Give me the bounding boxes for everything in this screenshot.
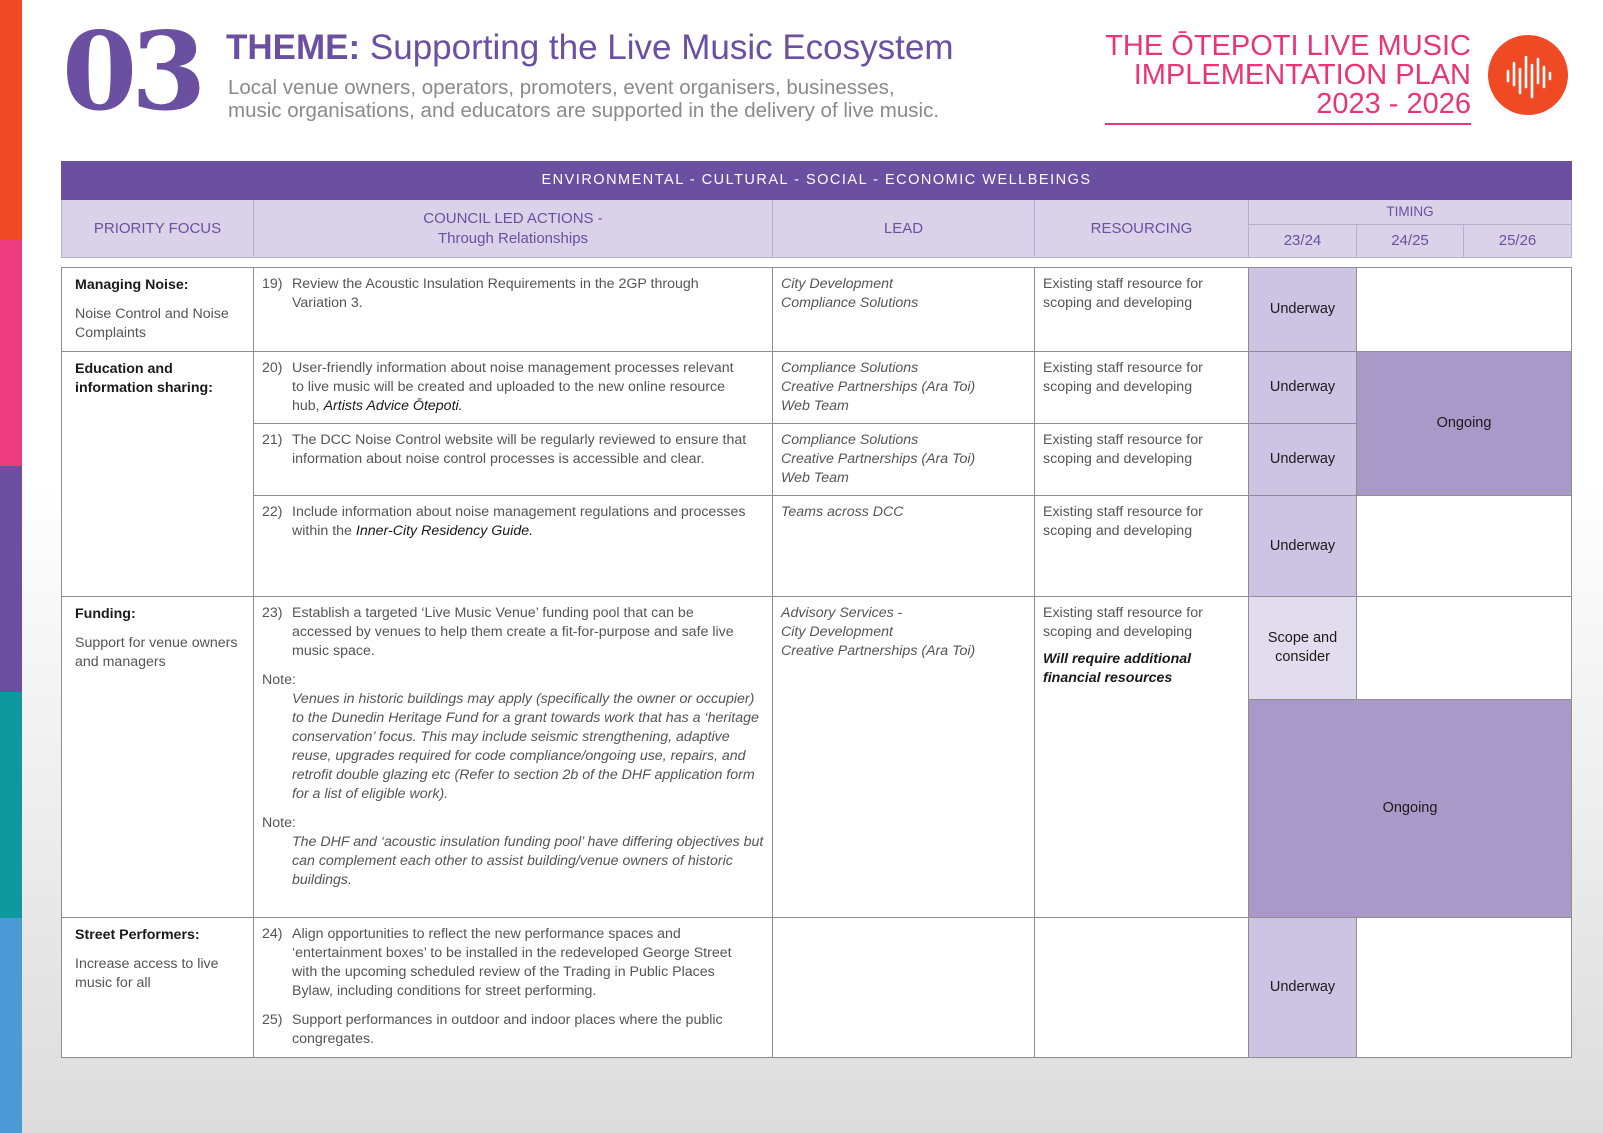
action-text: Review the Acoustic Insulation Requirements in the 2GP through Variation 3. xyxy=(292,276,699,311)
lead-line: Advisory Services - xyxy=(781,605,903,621)
lead-21 xyxy=(773,424,1035,496)
resourcing-21: Existing staff resource for scoping and developing xyxy=(1035,424,1249,496)
action-22 xyxy=(254,496,773,597)
edge-stripe-teal xyxy=(0,692,22,918)
lead-line: Creative Partnerships (Ara Toi) xyxy=(781,379,976,395)
table-row xyxy=(62,424,1572,496)
priority-desc: Noise Control and Noise Complaints xyxy=(75,306,229,341)
lead-24-25 xyxy=(773,918,1035,1058)
resourcing-23 xyxy=(1035,597,1249,918)
action-number: 24) xyxy=(262,926,283,942)
lead-line: Creative Partnerships (Ara Toi) xyxy=(781,451,976,467)
timing-19-empty xyxy=(1357,268,1572,352)
col-resourcing: RESOURCING xyxy=(1035,200,1249,258)
lead-line: Creative Partnerships (Ara Toi) xyxy=(781,643,976,659)
action-text-italic: Artists Advice Ōtepoti. xyxy=(323,398,463,414)
lead-20 xyxy=(773,352,1035,424)
timing-21-underway: Underway xyxy=(1249,424,1357,496)
action-text xyxy=(292,503,747,541)
lead-line: City Development xyxy=(781,276,893,292)
note-text: Venues in historic buildings may apply (specifically the owner or occupier) to the Dunedin Heritage Fund for a grant towards work that has a ‘heritage conservation’ focus. This may include seismic strengthening, adaptive reuse, upgrades required for code compliance/ongoing use, repairs, and retrofit double glazing etc (Refer to section 2b of the DHF application form for a list of eligible work). xyxy=(292,691,759,802)
action-number: 23) xyxy=(262,605,283,621)
timing-22-underway: Underway xyxy=(1249,496,1357,597)
col-lead: LEAD xyxy=(773,200,1035,258)
action-text-italic: Inner-City Residency Guide. xyxy=(355,523,534,539)
plan-title-line-3: 2023 - 2026 xyxy=(1316,88,1471,120)
plan-title-line-2: IMPLEMENTATION PLAN xyxy=(1133,59,1471,91)
table-row xyxy=(62,597,1572,700)
action-text-main: User-friendly information about noise management processes relevant to live music will be created and uploaded to the new online resource hub, xyxy=(292,360,734,414)
edge-stripe-pink xyxy=(0,240,22,466)
table-row xyxy=(62,496,1572,597)
timing-20-underway: Underway xyxy=(1249,352,1357,424)
wellbeings-band: ENVIRONMENTAL - CULTURAL - SOCIAL - ECONOMIC WELLBEINGS xyxy=(62,162,1572,200)
col-council-actions xyxy=(254,200,773,258)
timing-24-25-empty xyxy=(1357,918,1572,1058)
section-number: 03 xyxy=(62,9,201,135)
theme-subtitle xyxy=(228,76,1018,122)
theme-heading xyxy=(226,28,954,68)
priority-desc: Support for venue owners and managers xyxy=(75,635,238,670)
lead-23 xyxy=(773,597,1035,918)
note-label: Note: xyxy=(262,672,296,688)
resourcing-22: Existing staff resource for scoping and developing xyxy=(1035,496,1249,597)
edge-stripe-purple xyxy=(0,466,22,692)
resourcing-24-25 xyxy=(1035,918,1249,1058)
timing-22-empty xyxy=(1357,496,1572,597)
action-text: Align opportunities to reflect the new performance spaces and ‘entertainment boxes’ to be installed in the redeveloped George Street with the upcoming scheduled review of the Trading in Public Places Bylaw, including conditions for street performing. xyxy=(292,926,732,999)
priority-managing-noise xyxy=(62,268,254,352)
table-row xyxy=(62,352,1572,424)
timing-24-25-underway: Underway xyxy=(1249,918,1357,1058)
col-actions-line-2: Through Relationships xyxy=(437,229,589,247)
action-number: 21) xyxy=(262,432,283,448)
resourcing-20: Existing staff resource for scoping and developing xyxy=(1035,352,1249,424)
plan-title xyxy=(1105,32,1471,125)
timing-23-ongoing: Ongoing xyxy=(1249,700,1572,918)
soundwave-icon xyxy=(1488,35,1568,115)
action-text-main: Include information about noise management regulations and processes within the xyxy=(292,504,746,539)
action-number: 22) xyxy=(262,504,283,520)
edge-stripe-blue xyxy=(0,918,22,1133)
resourcing-19: Existing staff resource for scoping and developing xyxy=(1035,268,1249,352)
theme-title: Supporting the Live Music Ecosystem xyxy=(369,28,954,67)
col-actions-line-1: COUNCIL LED ACTIONS - xyxy=(423,209,603,227)
action-23 xyxy=(254,597,773,918)
action-20 xyxy=(254,352,773,424)
table-row xyxy=(62,918,1572,1058)
implementation-table xyxy=(61,161,1572,1058)
resourcing-extra: Will require additional financial resources xyxy=(1043,651,1192,686)
col-year-25-26: 25/26 xyxy=(1464,225,1572,258)
lead-line: Compliance Solutions xyxy=(781,360,919,376)
timing-23-scope: Scope and consider xyxy=(1249,597,1357,700)
action-text: The DCC Noise Control website will be regularly reviewed to ensure that information about noise control processes is accessible and clear. xyxy=(292,432,747,467)
priority-desc: Increase access to live music for all xyxy=(75,956,219,991)
lead-line: Web Team xyxy=(781,398,849,414)
lead-22: Teams across DCC xyxy=(773,496,1035,597)
action-19 xyxy=(254,268,773,352)
note-text: The DHF and ‘acoustic insulation funding pool’ have differing objectives but can complement each other to assist building/venue owners of historic buildings. xyxy=(292,834,764,888)
action-24-25 xyxy=(254,918,773,1058)
priority-education xyxy=(62,352,254,597)
col-year-23-24: 23/24 xyxy=(1249,225,1357,258)
priority-title: Street Performers: xyxy=(75,927,200,943)
timing-19-underway: Underway xyxy=(1249,268,1357,352)
col-timing: TIMING xyxy=(1249,200,1572,225)
action-text: Establish a targeted ‘Live Music Venue’ funding pool that can be accessed by venues to help them create a fit-for-purpose and safe live music space. xyxy=(292,605,734,659)
plan-title-line-1: THE ŌTEPOTI LIVE MUSIC xyxy=(1105,30,1471,62)
priority-title: Managing Noise: xyxy=(75,277,189,293)
lead-line: Compliance Solutions xyxy=(781,295,919,311)
col-year-24-25: 24/25 xyxy=(1357,225,1464,258)
edge-stripe-orange xyxy=(0,0,22,240)
note-label: Note: xyxy=(262,815,296,831)
action-21 xyxy=(254,424,773,496)
action-text: Support performances in outdoor and indoor places where the public congregates. xyxy=(292,1012,723,1047)
col-priority-focus: PRIORITY FOCUS xyxy=(62,200,254,258)
resourcing-text: Existing staff resource for scoping and developing xyxy=(1043,605,1203,640)
action-number: 19) xyxy=(262,276,283,292)
table-row xyxy=(62,268,1572,352)
priority-title: Funding: xyxy=(75,606,136,622)
theme-label: THEME: xyxy=(226,28,361,67)
lead-line: City Development xyxy=(781,624,893,640)
action-number: 25) xyxy=(262,1012,283,1028)
priority-street-performers xyxy=(62,918,254,1058)
priority-funding xyxy=(62,597,254,918)
subtitle-line-1: Local venue owners, operators, promoters, event organisers, businesses, xyxy=(228,76,895,99)
subtitle-line-2: music organisations, and educators are supported in the delivery of live music. xyxy=(228,99,940,122)
priority-title: Education and information sharing: xyxy=(75,361,213,396)
timing-23-empty xyxy=(1357,597,1572,700)
lead-line: Web Team xyxy=(781,470,849,486)
lead-19 xyxy=(773,268,1035,352)
timing-education-ongoing: Ongoing xyxy=(1357,352,1572,496)
action-number: 20) xyxy=(262,360,283,376)
action-text xyxy=(292,359,747,416)
lead-line: Compliance Solutions xyxy=(781,432,919,448)
